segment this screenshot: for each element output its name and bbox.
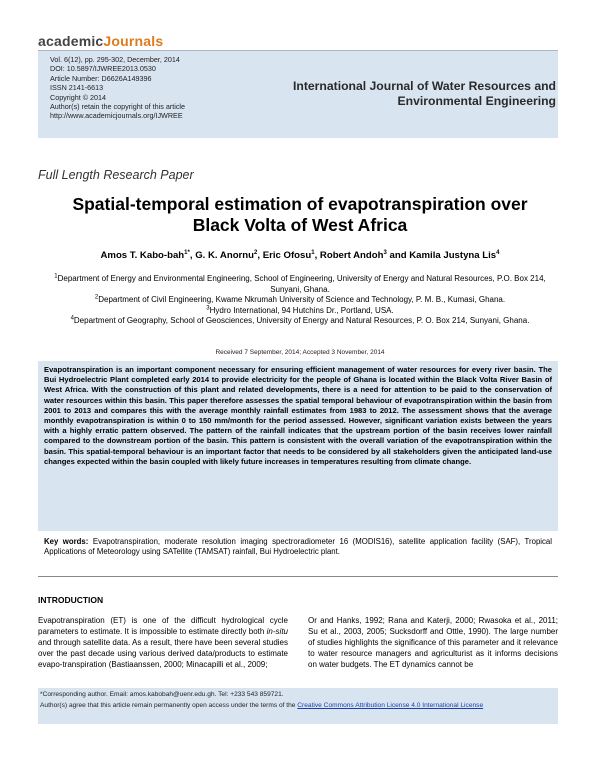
corresponding-author: *Corresponding author. Email: amos.kabobah@uenr.edu.gh. Tel: +233 543 859721. bbox=[40, 691, 284, 698]
license-link[interactable]: Creative Commons Attribution License 4.0 International License bbox=[297, 701, 484, 709]
affiliation-3: $^3$Hydro International, 94 Hutchins Dr., Portland, USA. bbox=[206, 305, 394, 315]
footnote bbox=[40, 690, 556, 711]
body-column-right: Or and Hanks, 1992; Rana and Katerji, 2000; Rwasoka et al., 2011; Su et al., 2003, 2005; Sucksdorff and Ottle, 1990). The large number of studies highlights the significance of this parameter and it relevance to water resource managers and agriculturist as it informs decisions on water budgets. The ET dynamics cannot be bbox=[308, 616, 558, 669]
abstract: Evapotranspiration is an important component necessary for ensuring efficient management of water resources for every river basin. The Bui Hydroelectric Plant completed early 2014 to provide electricity for the people of Ghana is located within the Black Volta River Basin of West Africa. With the construction of this plant and related developments, there is a need for attention to be paid to the conservation of water resources within this basin. This paper therefore assesses the spatial temporal behaviour of evapotranspiration within the basin from 2001 to 2013 and compares this with the average monthly rainfall estimates from 1983 to 2012. The assessment shows that the average monthly evapotranspiration is within 0 to 150 mm/month for the period assessed. However, significant variation exists between the years with a highly erratic pattern observed. The pattern of the rainfall indicates that the upstream portion of the basin receives lower rainfall compared to the downstream portion of the basin. This pattern is consistent with the overall variation of the evapotranspiration within the basin. This spatial-temporal behaviour is an important factor that needs to be considered by all stakeholders given the anticipated land-use changes expected within the basin coupled with likely future increases in temperatures resulting from climate change. bbox=[44, 365, 552, 466]
article-metadata bbox=[50, 55, 185, 121]
publisher-logo: academicJournals bbox=[38, 33, 164, 49]
section-divider bbox=[38, 576, 558, 577]
meta-volume: Vol. 6(12), pp. 295-302, December, 2014 bbox=[50, 55, 180, 64]
affiliation-2: $^2$Department of Civil Engineering, Kwame Nkrumah University of Science and Technology, P. M. B., Kumasi, Ghana. bbox=[94, 294, 506, 305]
section-heading: INTRODUCTION bbox=[38, 595, 104, 605]
body-column-left: Evapotranspiration (ET) is one of the difficult hydrological cycle parameters to estimate. It is impossible to estimate directly both in-situ and through satellite data. As a result, there have been several studies over the past decade using various derived data/products to estimate evapo-transpiration (Bastiaanssen, 2000; Minacapilli et al., 2009; bbox=[38, 616, 288, 669]
journal-title: International Journal of Water Resources and Environmental Engineering bbox=[293, 79, 556, 108]
paper-type: Full Length Research Paper bbox=[38, 168, 194, 182]
meta-article-number: Article Number: D6626A149396 bbox=[50, 73, 152, 83]
affiliations bbox=[40, 274, 560, 327]
keywords: Key words: Evapotranspiration, moderate resolution imaging spectroradiometer 16 (MODIS16), satellite application facility (SAF), Tropical Applications of Meteorology using SATellite (TAMSAT) rainfall, Bui Hydroelectric plant. bbox=[44, 537, 553, 557]
author: G. K. Anornu bbox=[195, 250, 255, 261]
meta-doi: DOI: 10.5897/IJWREE2013.0530 bbox=[50, 64, 156, 74]
author: Kamila Justyna Lis bbox=[409, 250, 497, 261]
author: Amos T. Kabo-bah bbox=[100, 250, 185, 261]
meta-url[interactable]: http://www.academicjournals.org/IJWREE bbox=[50, 111, 183, 121]
license-note: Author(s) agree that this article remain permanently open access under the terms of the Creative Commons Attribution License 4.0 International License bbox=[40, 701, 484, 709]
author: Robert Andoh bbox=[319, 250, 384, 261]
received-dates: Received 7 September, 2014; Accepted 3 November, 2014 bbox=[215, 349, 385, 356]
author: Eric Ofosu bbox=[262, 250, 312, 261]
author-list: Amos T. Kabo-bah$^{1*}$, G. K. Anornu$^2$, Eric Ofosu$^1$, Robert Andoh$^3$ and Kamila Justyna Lis$^4$ bbox=[100, 249, 500, 261]
meta-rights: Author(s) retain the copyright of this article bbox=[50, 102, 186, 112]
meta-copyright: Copyright © 2014 bbox=[50, 92, 107, 102]
affiliation-1: $^1$Department of Energy and Environmental Engineering, School of Engineering, University of Energy and Natural Resources, P.O. Box 214, Sunyani, Ghana. bbox=[54, 273, 546, 294]
meta-issn: ISSN 2141-6613 bbox=[50, 83, 104, 93]
paper-title: Spatial-temporal estimation of evapotranspiration over Black Volta of West Africa bbox=[72, 194, 528, 235]
affiliation-4: $^4$Department of Geography, School of Geosciences, University of Energy and Natural Resources, P. O. Box 214, Sunyani, Ghana. bbox=[70, 315, 530, 326]
